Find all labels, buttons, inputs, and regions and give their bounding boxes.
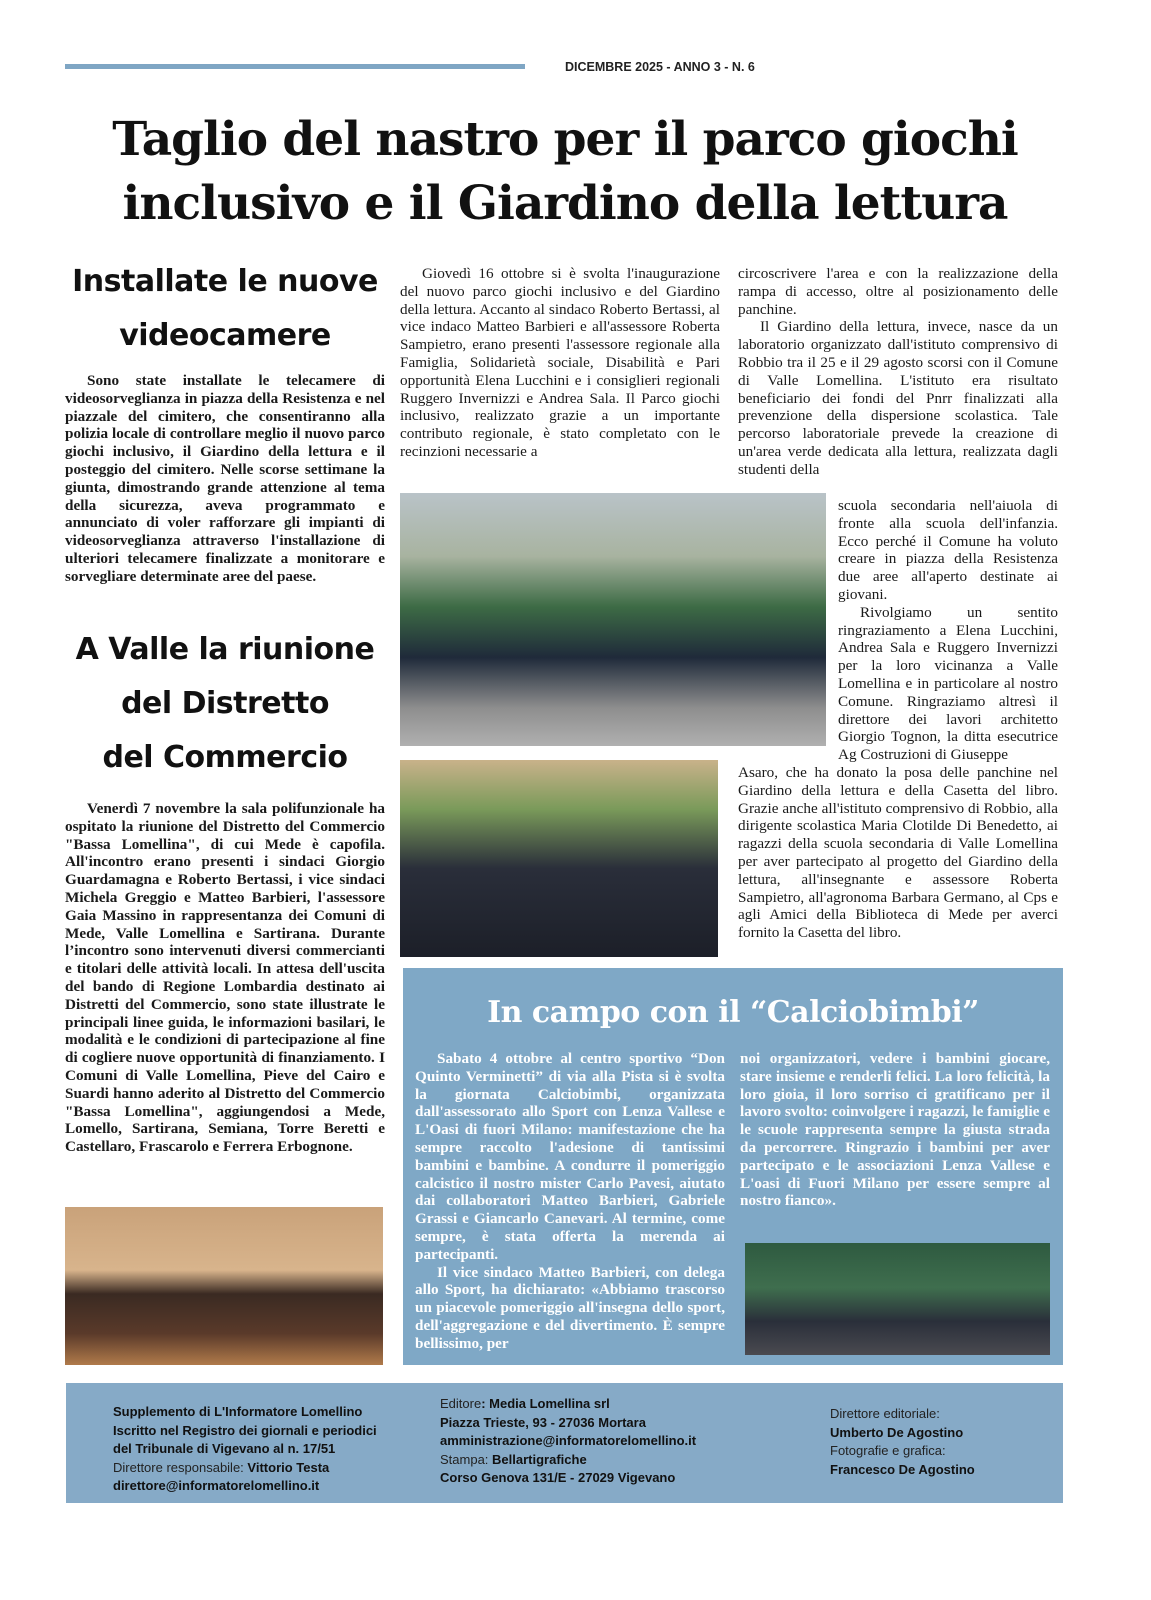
district-body [65,800,385,1156]
park-paragraph-1: Giovedì 16 ottobre si è svolta l'inaugurazione del nuovo parco giochi inclusivo e del Giardino della lettura. Accanto al sindaco Roberto Bertassi, al vice indaco Matteo Barbieri e all'assessore Roberta Sampietro, erano presenti l'assessore regionale alla Famiglia, Solidarietà sociale, Disabilità e Pari opportunità Elena Lucchini e i consiglieri regionali Ruggero Invernizzi e Andrea Sala. Il Parco giochi inclusivo, realizzato grazie a un importante contributo regionale, è stato completato con le recinzioni necessarie a [400,265,720,460]
cameras-body [65,372,385,586]
district-heading-line-2: del Distretto [121,686,329,721]
park-paragraph-2: circoscrivere l'area e con la realizzazione della rampa di accesso, oltre al posizionamento delle panchine. [738,265,1058,318]
park-body-col2a [738,265,1058,479]
photo-graphics-name: Francesco De Agostino [830,1461,975,1477]
colophon [66,1383,1063,1503]
title-line-2: inclusivo e il Giardino della lettura [122,176,1008,231]
park-paragraph-3: Il Giardino della lettura, invece, nasce da un laboratorio organizzato dall'istituto comprensivo di Robbio tra il 25 e il 29 agosto scorsi con il Comune di Valle Lomellina. L'istituto era risultato beneficiario dei fondi del Pnrr finalizzati alla prevenzione della dispersione scolastica. Tale percorso laboratoriale prevede la creazione di un'area verde dedicata alla lettura, realizzata dagli studenti della [738,318,1058,478]
colophon-publisher [440,1395,696,1488]
editorial-director-label: Direttore editoriale: [830,1406,940,1421]
officials-selfie-photo [400,760,718,957]
page-title [60,108,1070,236]
calciobimbi-body-col2 [740,1050,1050,1210]
calciobimbi-box [403,968,1063,1365]
park-paragraph-6: Asaro, che ha donato la posa delle panchine nel Giardino della lettura e della Casetta del libro. Grazie anche all'istituto comprensivo di Robbio, alla dirigente scolastica Maria Clotilde Di Benedetto, ai ragazzi della scuola secondaria di Valle Lomellina per aver partecipato al progetto del Giardino della lettura, all'insegnante e assessore Roberta Sampietro, all'agronoma Barbara Germano, al Cps e agli Amici della Biblioteca di Mede per averci fornito la Casetta del libro. [738,764,1058,942]
printer-address: Corso Genova 131/E - 27029 Vigevano [440,1470,676,1485]
issue-date: DICEMBRE 2025 - ANNO 3 - N. 6 [565,60,755,74]
cameras-heading-line-2: videocamere [119,318,331,353]
district-paragraph: Venerdì 7 novembre la sala polifunzionale ha ospitato la riunione del Distretto del Commercio "Bassa Lomellina", di cui Mede è capofila. All'incontro erano presenti i sindaci Giorgio Guardamagna e Roberto Bertassi, i vice sindaci Michela Greggio e Matteo Barbieri, l'assessore Gaia Massino in rappresentanza dei Comuni di Mede, Valle Lomellina e Sartirana. Durante l’incontro sono intervenuti diversi commercianti e titolari delle attività locali. In attesa dell'uscita del bando di Regione Lombardia destinato ai Distretti del Commercio, sono state illustrate le principali linee guida, le informazioni basilari, le modalità e le condizioni di partecipazione al fine di cogliere nuove opportunità di finanziamento. I Comuni di Valle Lomellina, Pieve del Cairo e Suardi hanno aderito al Distretto del Commercio "Bassa Lomellina", aggiungendosi a Mede, Lomello, Sartirana, Semiana, Torre Beretti e Castellaro, Frascarolo e Ferrera Erbognone. [65,800,385,1156]
calciobimbi-heading: In campo con il “Calciobimbi” [487,995,979,1030]
director-label: Direttore responsabile: [113,1459,244,1475]
colophon-editorial [830,1405,975,1479]
district-heading-line-3: del Commercio [102,740,348,775]
calciobimbi-body-col1 [415,1050,725,1353]
publisher-address: Piazza Trieste, 93 - 27036 Mortara [440,1414,646,1430]
photo-graphics-label: Fotografie e grafica: [830,1443,946,1458]
cameras-paragraph: Sono state installate le telecamere di videosorveglianza in piazza della Resistenza e nel piazzale del cimitero, che consentiranno alla polizia locale di controllare meglio il nuovo parco giochi inclusivo, il Giardino della lettura e il posteggio del cimitero. Nelle scorse settimane la giunta, dimostrando grande attenzione al tema della sicurezza, aveva programmato e annunciato di voler rafforzare gli impianti di videosorveglianza attraverso l'installazione di ulteriori telecamere finalizzate a monitorare e sorvegliare determinate aree del paese. [65,372,385,585]
publisher-label: Editore [440,1396,482,1411]
director-name: Vittorio Testa [247,1459,330,1475]
calciobimbi-team-photo [745,1243,1050,1355]
calciobimbi-paragraph-3: noi organizzatori, vedere i bambini giocare, stare insieme e renderli felici. La loro felicità, la loro gioia, il loro sorriso ci gratificano per il lavoro svolto: coinvolgere i ragazzi, le famiglie e le scuole rappresenta sempre la giusta strada da percorrere. Ringrazio i bambini per aver partecipato e le associazioni Lenza Vallese e L'oasi di Fuori Milano per essere sempre al nostro fianco». [740,1050,1050,1210]
editorial-director-name: Umberto De Agostino [830,1424,964,1440]
calciobimbi-paragraph-2: Il vice sindaco Matteo Barbieri, con delega allo Sport, ha dichiarato: «Abbiamo trascorso un piacevole pomeriggio all'insegna dello sport, dell'aggregazione e del divertimento. È sempre bellissimo, per [415,1263,725,1352]
park-body-col2b [838,497,1058,764]
cameras-heading [60,255,390,363]
publisher-name: : Media Lomellina srl [481,1396,610,1411]
director-email-link[interactable]: direttore@informatorelomellino.it [113,1478,320,1493]
tribunal-line: del Tribunale di Vigevano al n. 17/51 [113,1441,336,1456]
header-rule [65,64,525,69]
park-body-col2c [738,764,1058,942]
colophon-publication [113,1403,377,1496]
printer-name: Bellartigrafiche [492,1451,587,1467]
park-paragraph-4: scuola secondaria nell'aiuola di fronte alla scuola dell'infanzia. Ecco perché il Comune ha voluto creare in piazza della Resistenza due aree all'aperto destinate ai giovani. [838,497,1058,603]
district-heading-line-1: A Valle la riunione [75,632,375,667]
park-body-col1 [400,265,720,461]
ribbon-cutting-photo [400,493,826,746]
print-label: Stampa: [440,1451,489,1467]
calciobimbi-paragraph-1: Sabato 4 ottobre al centro sportivo “Don Quinto Verminetti” di via alla Pista si è svolta la giornata Calciobimbi, organizzata dall'assessorato allo Sport con Lenza Vallese e L'Oasi di fuori Milano: manifestazione che ha sempre raccolto l'adesione di tantissimi bambini e bambine. A condurre il pomeriggio calcistico il nostro mister Carlo Pavesi, aiutato dai collaboratori Matteo Barbieri, Gabriele Grassi e Giancarlo Canevari. Al termine, come sempre, è stata offerta la merenda ai partecipanti. [415,1050,725,1263]
district-heading [60,623,390,785]
publisher-email-link[interactable]: amministrazione@informatorelomellino.it [440,1433,697,1448]
title-line-1: Taglio del nastro per il parco giochi [112,112,1018,167]
district-meeting-photo [65,1207,383,1365]
park-paragraph-5: Rivolgiamo un sentito ringraziamento a Elena Lucchini, Andrea Sala e Ruggero Invernizzi per la loro vicinanza a Valle Lomellina e in particolare al nostro Comune. Ringraziamo altresì il direttore dei lavori architetto Giorgio Tognon, la ditta esecutrice Ag Costruzioni di Giuseppe [838,603,1058,764]
cameras-heading-line-1: Installate le nuove [72,264,378,299]
registry-line: Iscritto nel Registro dei giornali e periodici [113,1422,377,1438]
supplement-line: Supplemento di L'Informatore Lomellino [113,1404,363,1419]
